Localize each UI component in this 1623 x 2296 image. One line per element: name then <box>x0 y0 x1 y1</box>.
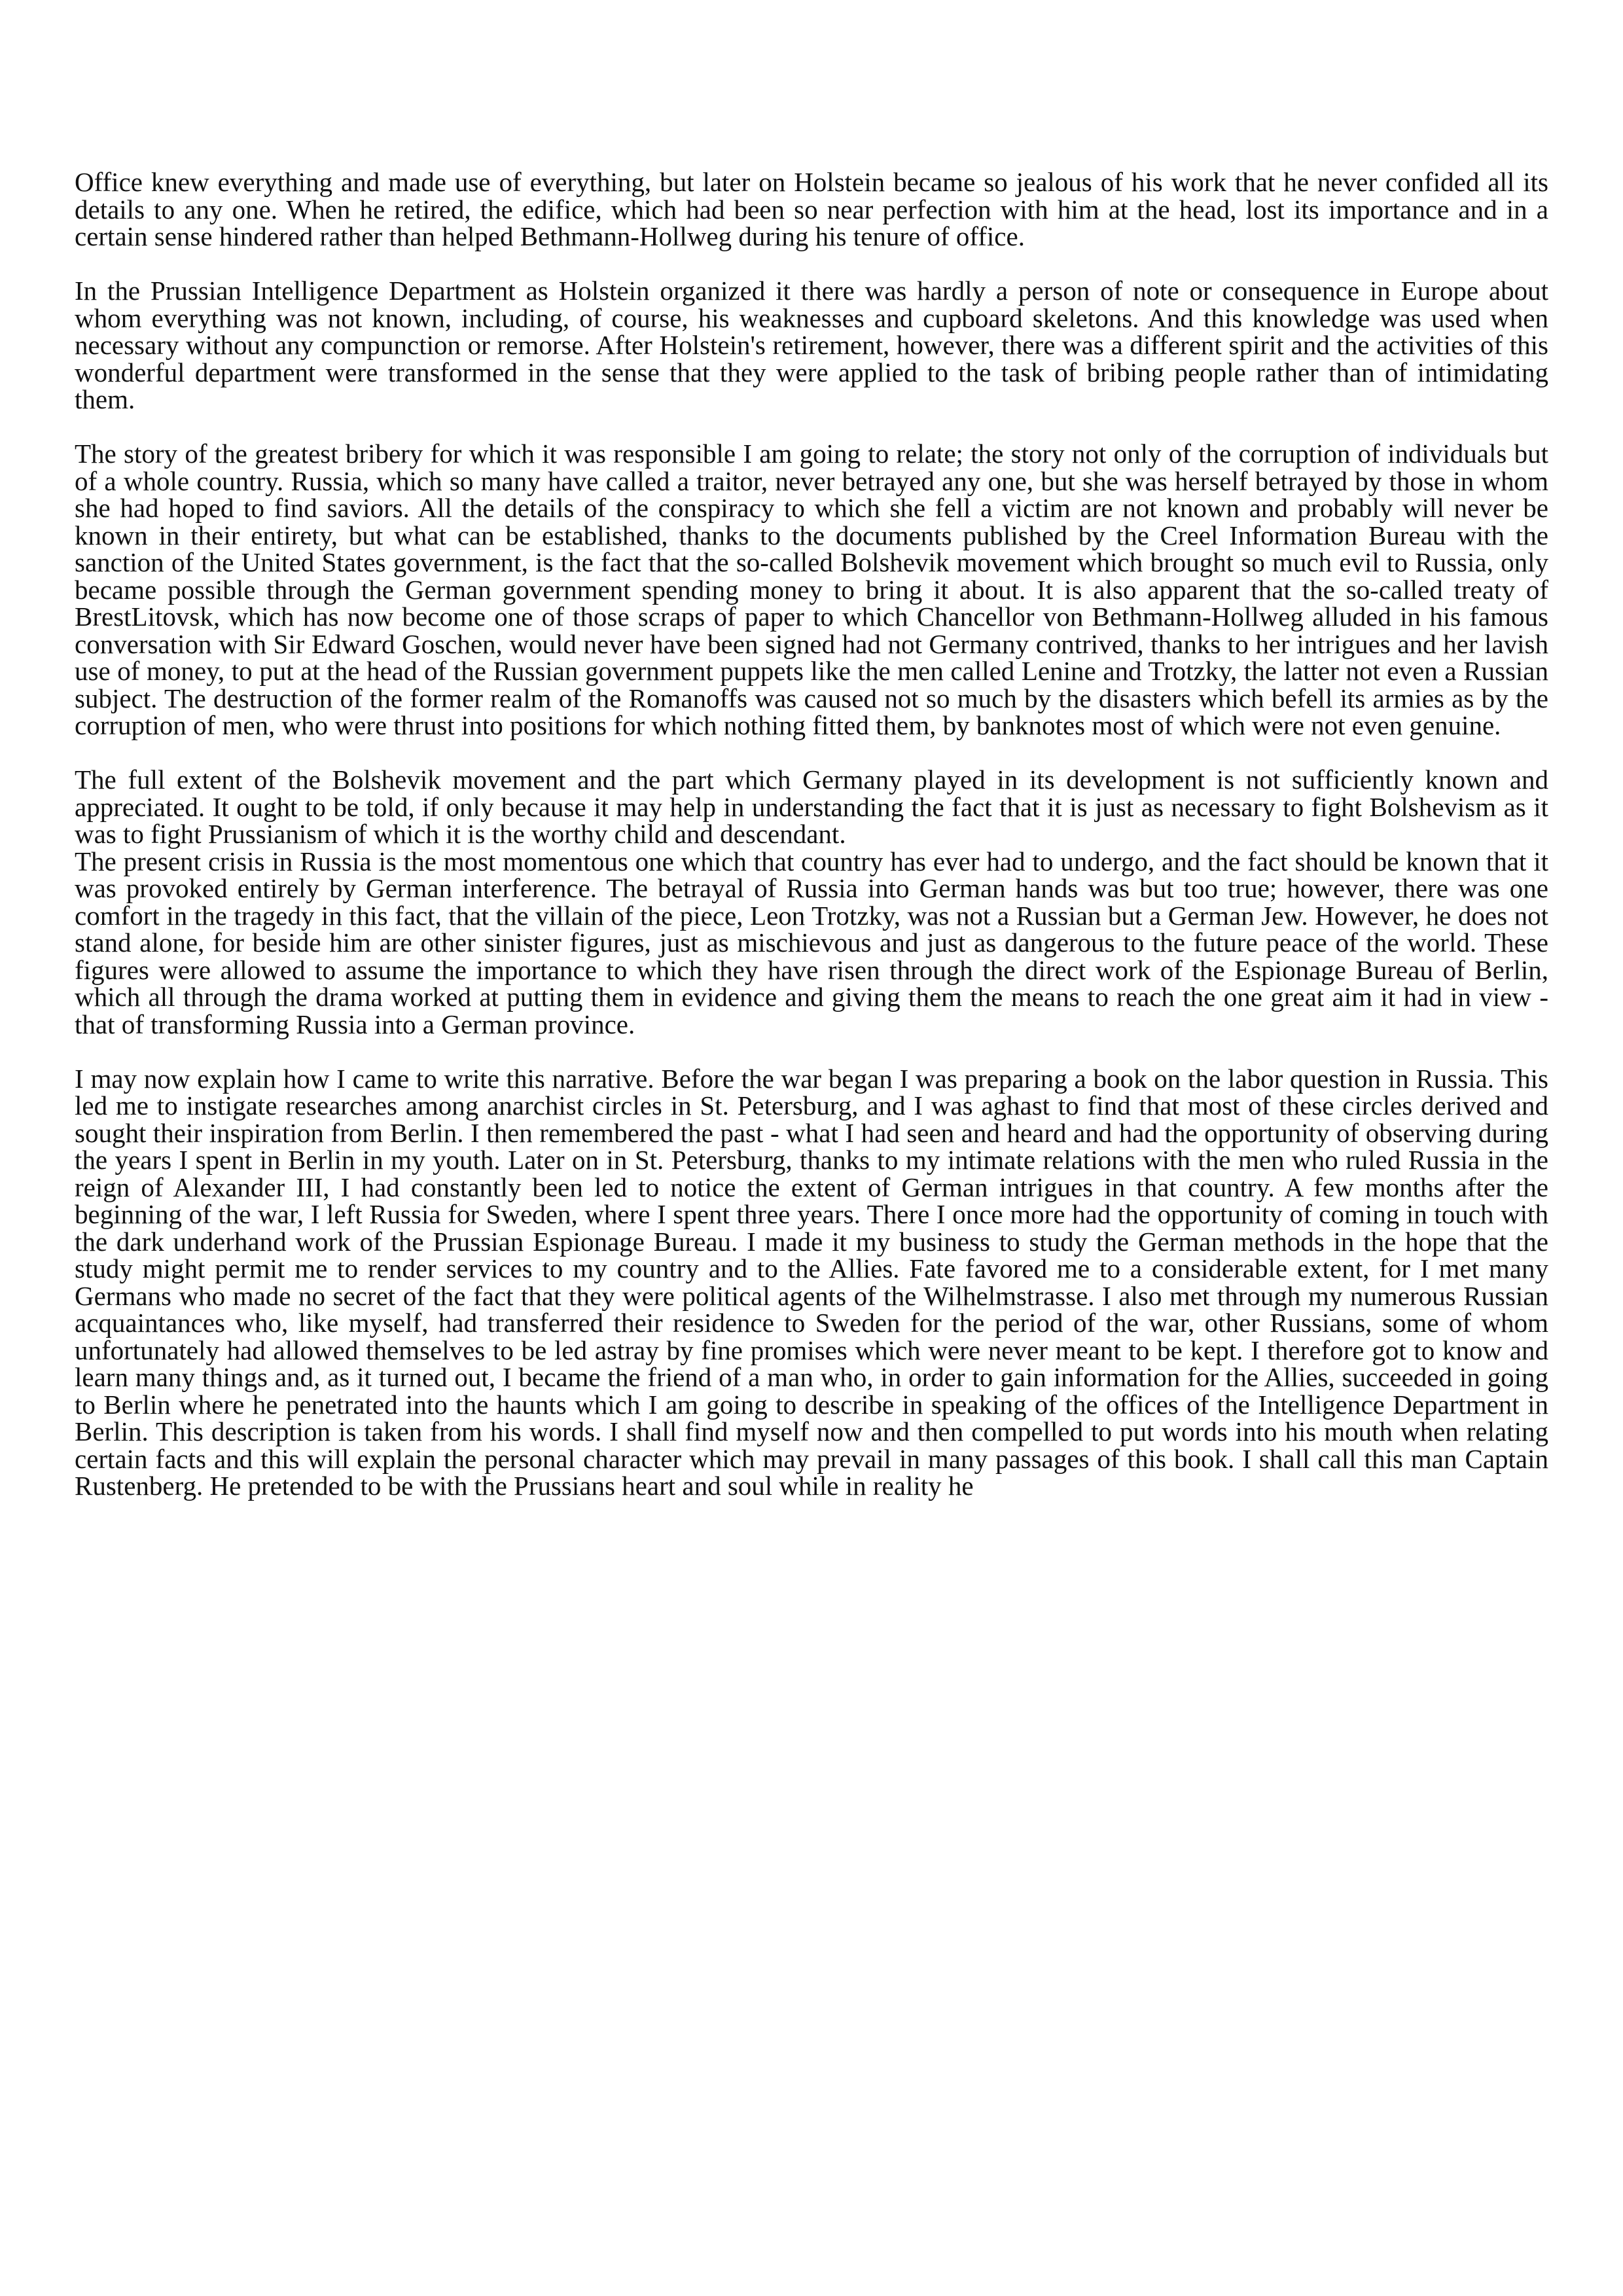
paragraph-present-crisis: The present crisis in Russia is the most momentous one which that country has ever had to undergo, and the fact should be known that it was provoked entirely by German interference. The betrayal of Russia into German hands was but too true; however, there was one comfort in the tragedy in this fact, that the villain of the piece, Leon Trotzky, was not a Russian but a German Jew. However, he does not stand alone, for beside him are other sinister figures, just as mischievous and just as dangerous to the future peace of the world. These figures were allowed to assume the importance to which they have risen through the direct work of the Espionage Bureau of Berlin, which all through the drama worked at putting them in evidence and giving them the means to reach the one great aim it had in view -that of transforming Russia into a German province. <box>75 846 1548 1039</box>
paragraph-intelligence-department: In the Prussian Intelligence Department as Holstein organized it there was hardly a person of note or consequence in Europe about whom everything was not known, including, of course, his weaknesses and cupboard skeletons. And this knowledge was used when necessary without any compunction or remorse. After Holstein's retirement, however, there was a different spirit and the activities of this wonderful department were transformed in the sense that they were applied to the task of bribing people rather than of intimidating them. <box>75 276 1548 414</box>
paragraph-greatest-bribery: The story of the greatest bribery for which it was responsible I am going to relate; the story not only of the corruption of individuals but of a whole country. Russia, which so many have called a traitor, never betrayed any one, but she was herself betrayed by those in whom she had hoped to find saviors. All the details of the conspiracy to which she fell a victim are not known and probably will never be known in their entirety, but what can be established, thanks to the documents published by the Creel Information Bureau with the sanction of the United States government, is the fact that the so-called Bolshevik movement which brought so much evil to Russia, only became possible through the German government spending money to bring it about. It is also apparent that the so-called treaty of BrestLitovsk, which has now become one of those scraps of paper to which Chancellor von Bethmann-Hollweg alluded in his famous conversation with Sir Edward Goschen, would never have been signed had not Germany contrived, thanks to her intrigues and her lavish use of money, to put at the head of the Russian government puppets like the men called Lenine and Trotzky, the latter not even a Russian subject. The destruction of the former realm of the Romanoffs was caused not so much by the disasters which befell its armies as by the corruption of men, who were thrust into positions for which nothing fitted them, by banknotes most of which were not even genuine. <box>75 439 1548 740</box>
document-page <box>75 169 1548 1500</box>
paragraph-narrative-origin: I may now explain how I came to write this narrative. Before the war began I was preparing a book on the labor question in Russia. This led me to instigate researches among anarchist circles in St. Petersburg, and I was aghast to find that most of these circles derived and sought their inspiration from Berlin. I then remembered the past - what I had seen and heard and had the opportunity of observing during the years I spent in Berlin in my youth. Later on in St. Petersburg, thanks to my intimate relations with the men who ruled Russia in the reign of Alexander III, I had constantly been led to notice the extent of German intrigues in that country. A few months after the beginning of the war, I left Russia for Sweden, where I spent three years. There I once more had the opportunity of coming in touch with the dark underhand work of the Prussian Espionage Bureau. I made it my business to study the German methods in the hope that the study might permit me to render services to my country and to the Allies. Fate favored me to a considerable extent, for I met many Germans who made no secret of the fact that they were political agents of the Wilhelmstrasse. I also met through my numerous Russian acquaintances who, like myself, had transferred their residence to Sweden for the period of the war, other Russians, some of whom unfortunately had allowed themselves to be led astray by fine promises which were never meant to be kept. I therefore got to know and learn many things and, as it turned out, I became the friend of a man who, in order to gain information for the Allies, succeeded in going to Berlin where he penetrated into the haunts which I am going to describe in speaking of the offices of the Intelligence Department in Berlin. This description is taken from his words. I shall find myself now and then compelled to put words into his mouth when relating certain facts and this will explain the personal character which may prevail in many passages of this book. I shall call this man Captain Rustenberg. He pretended to be with the Prussians heart and soul while in reality he <box>75 1063 1548 1501</box>
paragraph-holstein-office: Office knew everything and made use of everything, but later on Holstein became so jealous of his work that he never confided all its details to any one. When he retired, the edifice, which had been so near perfection with him at the head, lost its importance and in a certain sense hindered rather than helped Bethmann-Hollweg during his tenure of office. <box>75 167 1548 251</box>
paragraph-bolshevik-movement: The full extent of the Bolshevik movement and the part which Germany played in its development is not sufficiently known and appreciated. It ought to be told, if only because it may help in understanding the fact that it is just as necessary to fight Bolshevism as it was to fight Prussianism of which it is the worthy child and descendant. <box>75 764 1548 849</box>
